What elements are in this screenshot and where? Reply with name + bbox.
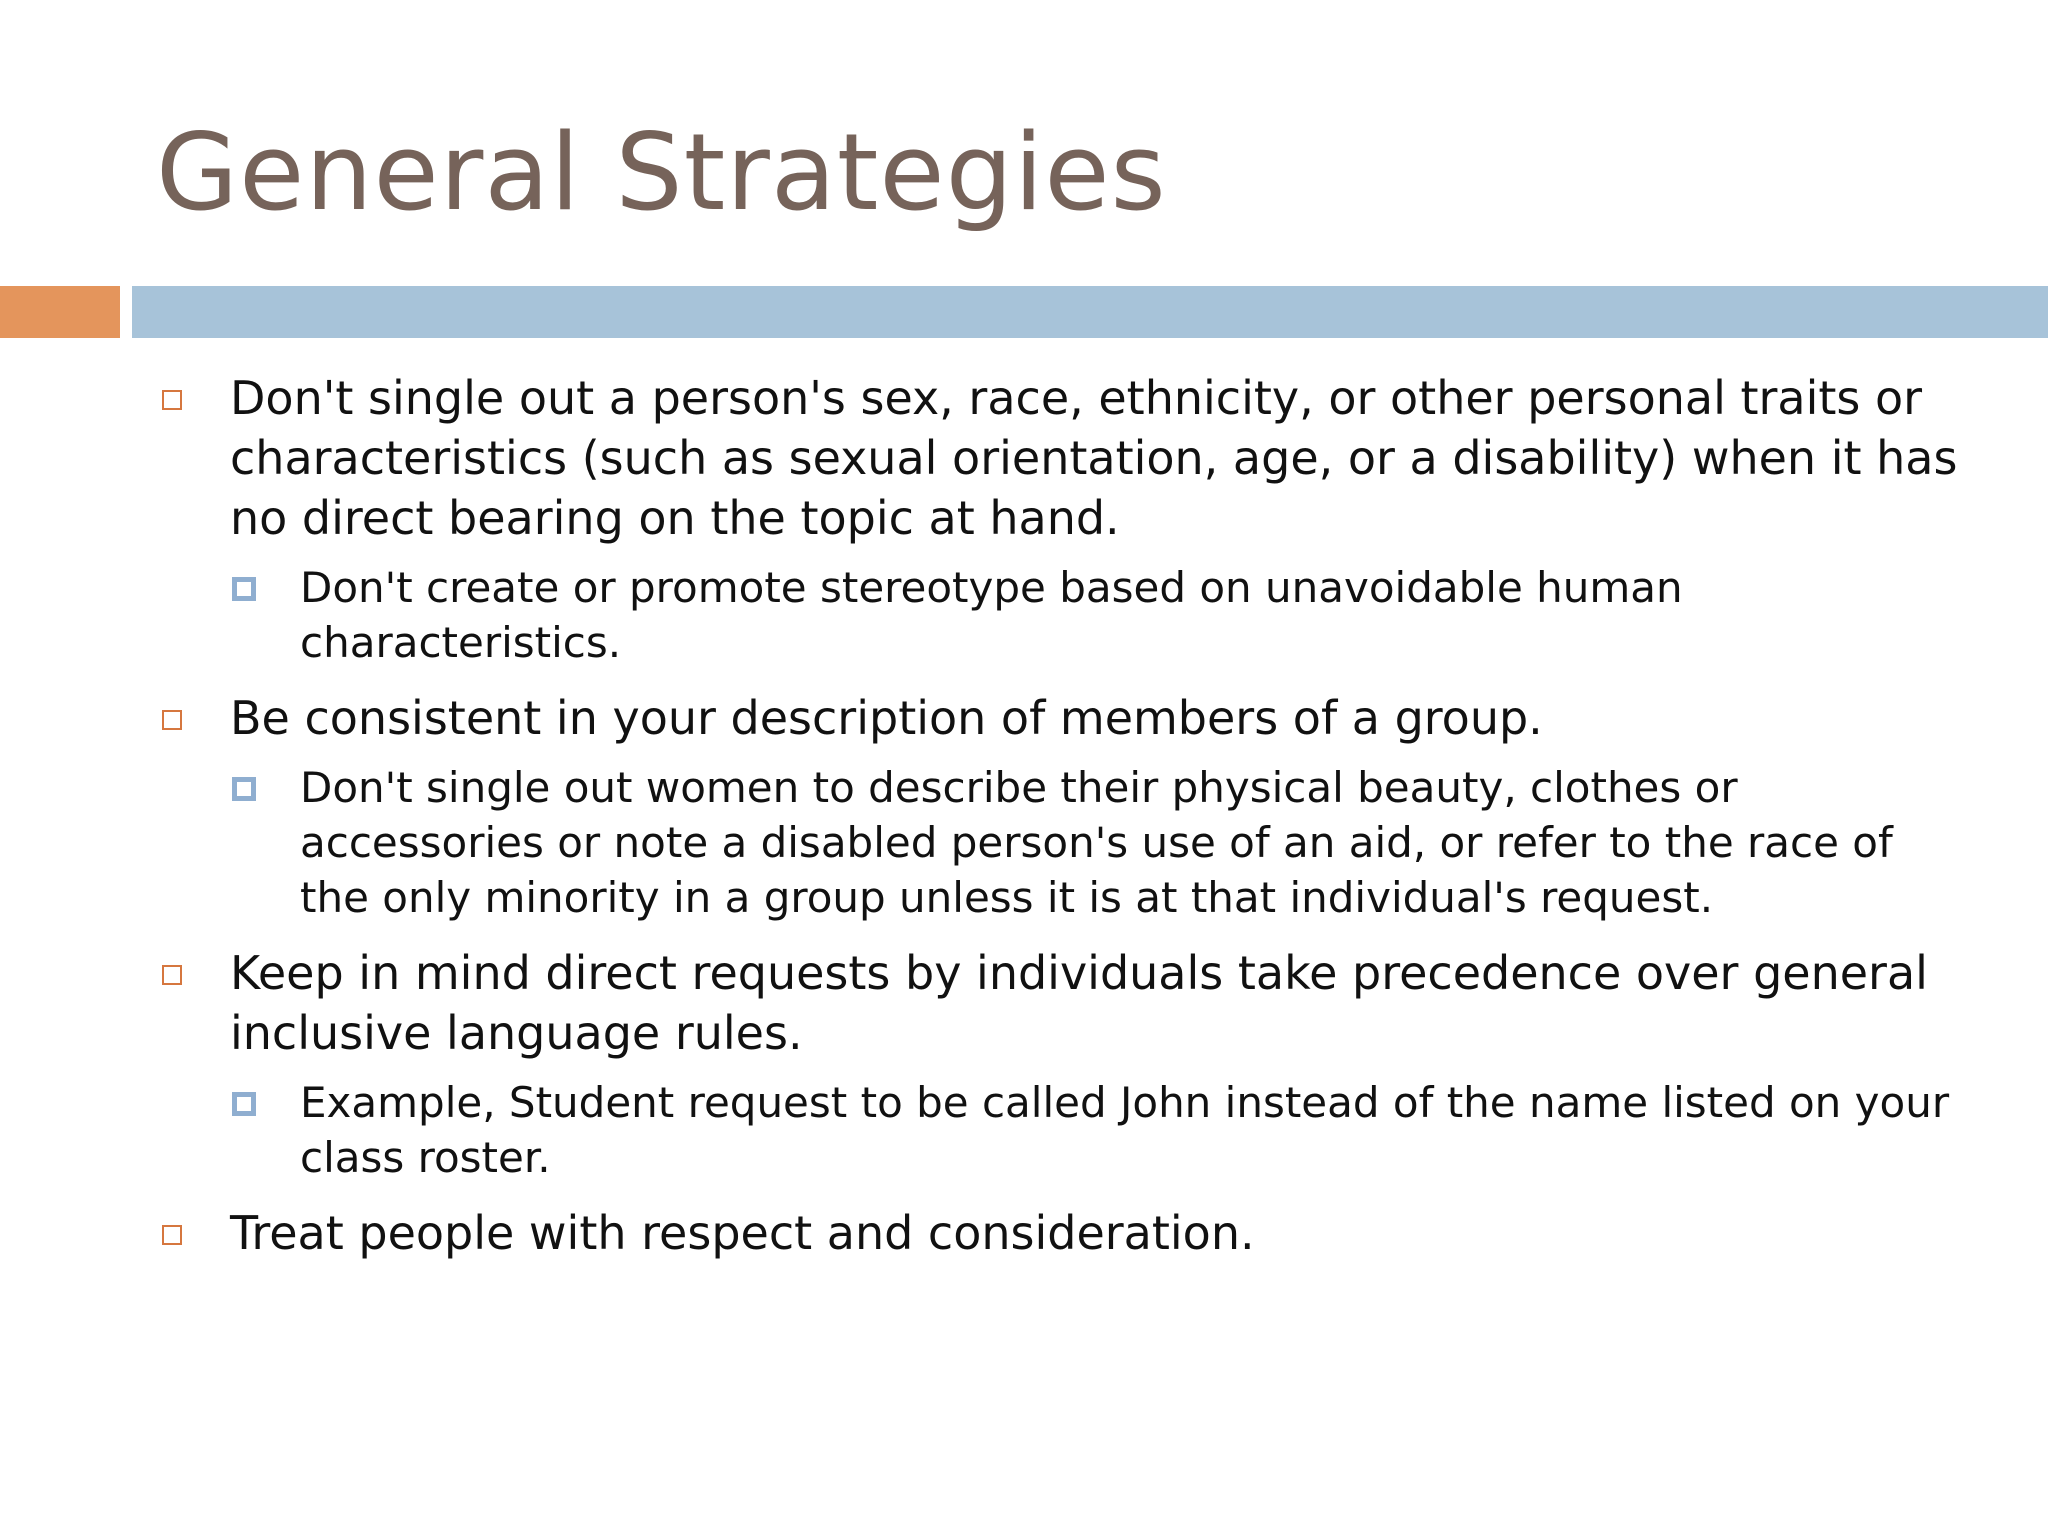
sub-bullet-list — [230, 1075, 1960, 1185]
filled-square-bullet-icon — [232, 777, 256, 801]
bullet-text: Keep in mind direct requests by individuals take precedence over general inclusive language rules. — [230, 946, 1928, 1060]
filled-square-bullet-icon — [232, 1092, 256, 1116]
square-bullet-icon — [162, 710, 182, 730]
sub-bullet-text: Don't single out women to describe their physical beauty, clothes or accessories or note a disabled person's use of an aid, or refer to the race of the only minority in a group unless it is at that individual's request. — [300, 763, 1893, 922]
bullet-item — [160, 943, 1960, 1185]
sub-bullet-item — [230, 560, 1960, 670]
bullet-text: Be consistent in your description of members of a group. — [230, 691, 1543, 745]
bullet-item — [160, 368, 1960, 670]
square-bullet-icon — [162, 965, 182, 985]
bullet-list — [160, 368, 1960, 1263]
sub-bullet-list — [230, 760, 1960, 925]
square-bullet-icon — [162, 1225, 182, 1245]
sub-bullet-text: Example, Student request to be called John instead of the name listed on your class roster. — [300, 1078, 1950, 1182]
accent-bar-blue — [132, 286, 2048, 338]
accent-bar-orange — [0, 286, 120, 338]
bullet-item — [160, 688, 1960, 925]
bullet-text: Don't single out a person's sex, race, ethnicity, or other personal traits or characteristics (such as sexual orientation, age, or a disability) when it has no direct bearing on the topic at hand. — [230, 371, 1958, 545]
sub-bullet-list — [230, 560, 1960, 670]
slide-title: General Strategies — [156, 111, 1167, 234]
sub-bullet-item — [230, 760, 1960, 925]
square-bullet-icon — [162, 390, 182, 410]
sub-bullet-item — [230, 1075, 1960, 1185]
sub-bullet-text: Don't create or promote stereotype based on unavoidable human characteristics. — [300, 563, 1683, 667]
bullet-item — [160, 1203, 1960, 1263]
bullet-text: Treat people with respect and consideration. — [230, 1206, 1255, 1260]
filled-square-bullet-icon — [232, 577, 256, 601]
